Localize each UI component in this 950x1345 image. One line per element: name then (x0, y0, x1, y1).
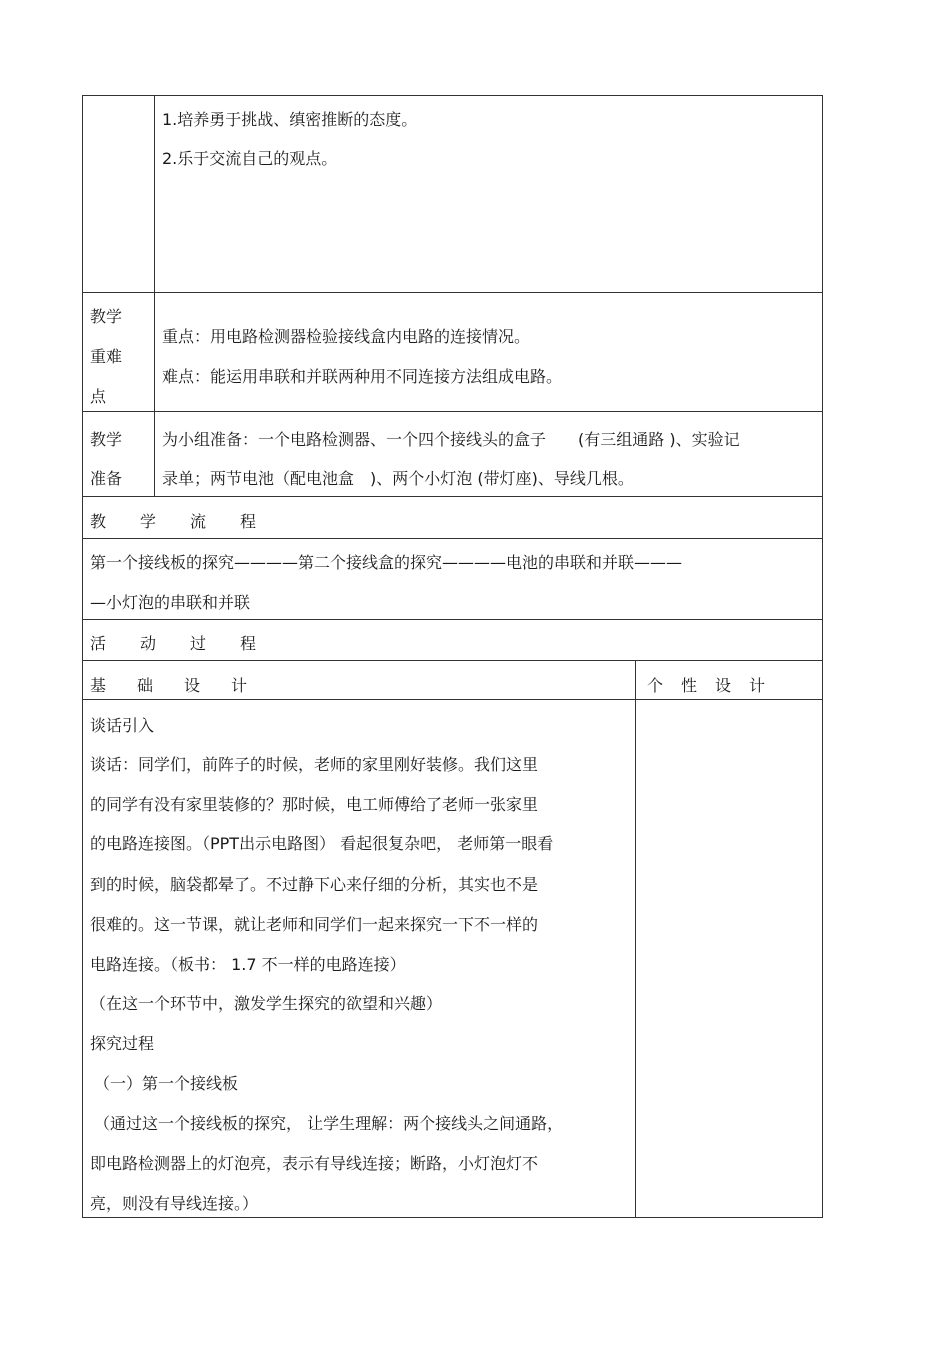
row-divider (82, 660, 823, 661)
body-line: 很难的。这一节课，就让老师和同学们一起来探究一下不一样的 (90, 915, 539, 934)
body-line-note: （在这一个环节中，激发学生探究的欲望和兴趣） (90, 994, 443, 1013)
personal-column-divider (635, 660, 636, 1218)
body-line: 的同学有没有家里装修的？那时候，电工师傅给了老师一张家里 (90, 795, 539, 814)
section-title-explore: 探究过程 (90, 1034, 155, 1053)
objective-line-2: 2.乐于交流自己的观点。 (162, 149, 338, 168)
label-column-divider (154, 95, 155, 496)
key-points-label-line-2: 重难 (90, 347, 123, 366)
row-divider (82, 411, 823, 412)
row-divider (82, 699, 823, 700)
section-title-intro: 谈话引入 (90, 716, 155, 735)
table-border-left (82, 95, 83, 1218)
body-line: 即电路检测器上的灯泡亮，表示有导线连接；断路，小灯泡灯不 (90, 1154, 539, 1173)
subsection-title-first-board: （一）第一个接线板 (94, 1074, 239, 1093)
body-line: 亮，则没有导线连接。） (90, 1194, 259, 1213)
teaching-flow-line-1: 第一个接线板的探究————第二个接线盒的探究————电池的串联和并联——— (90, 553, 683, 572)
row-divider (82, 292, 823, 293)
personal-design-header: 个 性 设 计 (647, 676, 766, 695)
body-line: （通过这一个接线板的探究， 让学生理解：两个接线头之间通路， (94, 1114, 564, 1133)
table-border-bottom (82, 1217, 823, 1218)
preparation-line-2: 录单；两节电池（配电池盒 )、两个小灯泡 (带灯座)、导线几根。 (162, 469, 634, 488)
row-divider (82, 538, 823, 539)
preparation-label-line-1: 教学 (90, 430, 123, 449)
table-border-top (82, 95, 823, 96)
row-divider (82, 496, 823, 497)
key-points-label-line-1: 教学 (90, 307, 123, 326)
key-points-label-line-3: 点 (90, 387, 107, 406)
activity-process-header: 活 动 过 程 (90, 634, 257, 653)
body-line: 的电路连接图。（PPT出示电路图） 看起很复杂吧， 老师第一眼看 (90, 834, 554, 853)
basic-design-header: 基 础 设 计 (90, 676, 248, 695)
objective-line-1: 1.培养勇于挑战、缜密推断的态度。 (162, 110, 418, 129)
body-line: 谈话：同学们，前阵子的时候，老师的家里刚好装修。我们这里 (90, 755, 539, 774)
teaching-flow-header: 教 学 流 程 (90, 512, 257, 531)
key-point-text: 重点：用电路检测器检验接线盒内电路的连接情况。 (162, 327, 531, 346)
lesson-plan-table (82, 95, 823, 1218)
body-line: 到的时候，脑袋都晕了。不过静下心来仔细的分析，其实也不是 (90, 875, 539, 894)
body-line: 电路连接。（板书： 1.7 不一样的电路连接） (90, 955, 406, 974)
preparation-line-1: 为小组准备：一个电路检测器、一个四个接线头的盒子 (有三组通路 )、实验记 (162, 430, 740, 449)
difficult-point-text: 难点：能运用串联和并联两种用不同连接方法组成电路。 (162, 367, 563, 386)
row-divider (82, 619, 823, 620)
table-border-right (822, 95, 823, 1218)
preparation-label-line-2: 准备 (90, 469, 123, 488)
teaching-flow-line-2: —小灯泡的串联和并联 (90, 593, 251, 612)
